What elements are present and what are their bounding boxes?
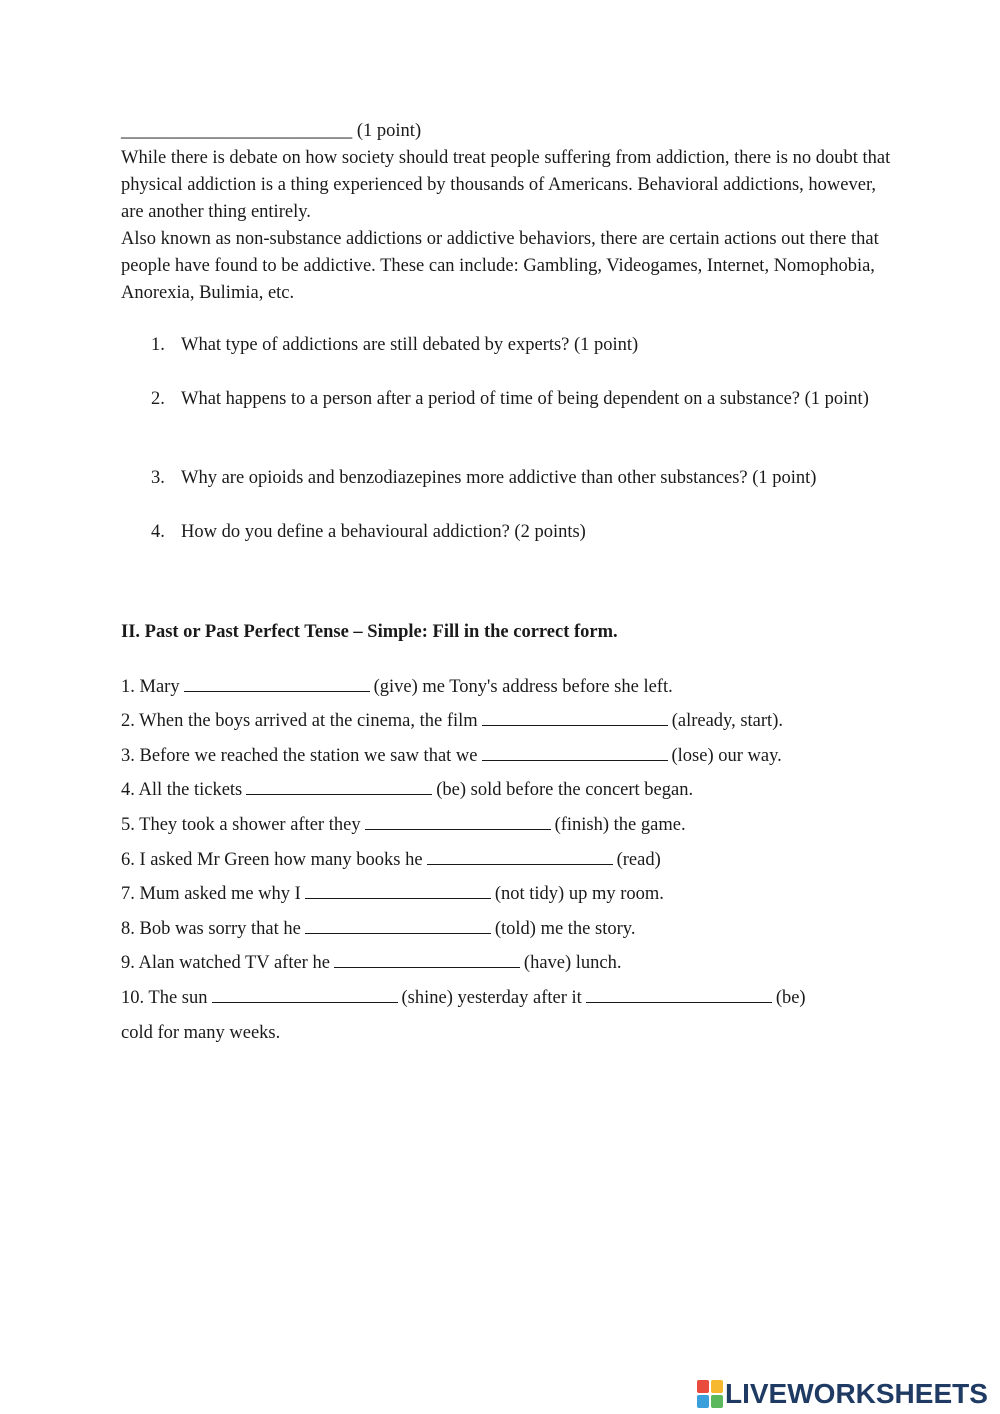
question-text: How do you define a behavioural addiction? (2 points) (181, 522, 586, 542)
blank-field[interactable] (212, 984, 398, 1003)
exercise-suffix: (give) me Tony's address before she left. (373, 677, 673, 697)
header-blank[interactable]: _________________________ (121, 121, 353, 141)
blank-field[interactable] (305, 915, 491, 934)
header-points: (1 point) (356, 121, 422, 141)
question-text: What happens to a person after a period of time of being dependent on a substance? (1 point) (181, 389, 869, 409)
exercise-item (121, 949, 622, 977)
question-number: 2. (151, 389, 165, 409)
exercise-suffix: (have) lunch. (523, 953, 622, 973)
exercise-prefix: 1. Mary (121, 677, 180, 697)
exercise-prefix: 3. Before we reached the station we saw that we (121, 746, 478, 766)
exercise-item (121, 915, 635, 943)
exercise-item (121, 880, 664, 908)
exercise-continuation: cold for many weeks. (121, 1023, 281, 1043)
blank-field[interactable] (184, 673, 370, 692)
exercise-prefix: 5. They took a shower after they (121, 815, 361, 835)
exercise-item (121, 742, 782, 770)
exercise-suffix: (already, start). (671, 711, 783, 731)
blank-field[interactable] (586, 984, 772, 1003)
blank-field[interactable] (305, 880, 491, 899)
exercise-suffix: (be) (775, 988, 806, 1008)
question-number: 3. (151, 468, 165, 488)
exercise-prefix: 7. Mum asked me why I (121, 884, 301, 904)
exercise-item (121, 776, 693, 804)
exercise-prefix: 9. Alan watched TV after he (121, 953, 330, 973)
question-number: 4. (151, 522, 165, 542)
blank-field[interactable] (334, 949, 520, 968)
blank-field[interactable] (365, 811, 551, 830)
reading-paragraph-2: Also known as non-substance addictions or addictive behaviors, there are certain actions out there that people have found to be addictive. These can include: Gambling, Videogames, Internet, Nomophobia, Anorexia, Bulimia, etc. (121, 229, 879, 303)
question-text: Why are opioids and benzodiazepines more addictive than other substances? (1 point) (181, 468, 817, 488)
blank-field[interactable] (427, 846, 613, 865)
exercise-prefix: 2. When the boys arrived at the cinema, the film (121, 711, 478, 731)
logo-mark-icon (697, 1380, 723, 1408)
exercise-middle: (shine) yesterday after it (401, 988, 582, 1008)
exercise-suffix: (be) sold before the concert began. (436, 780, 694, 800)
exercise-prefix: 6. I asked Mr Green how many books he (121, 850, 423, 870)
exercise-suffix: (finish) the game. (554, 815, 686, 835)
reading-paragraph-1: While there is debate on how society should treat people suffering from addiction, there is no doubt that physical addiction is a thing experienced by thousands of Americans. Behavioral addictions, however, are another thing entirely. (121, 148, 891, 222)
blank-field[interactable] (246, 776, 432, 795)
logo-text: LIVEWORKSHEETS (725, 1378, 988, 1409)
blank-field[interactable] (482, 707, 668, 726)
exercise-item (121, 846, 661, 874)
exercise-suffix: (read) (616, 850, 661, 870)
section-title: II. Past or Past Perfect Tense – Simple: Fill in the correct form. (121, 622, 618, 642)
exercise-item (121, 984, 806, 1012)
blank-field[interactable] (482, 742, 668, 761)
liveworksheets-logo (697, 1378, 988, 1410)
question-number: 1. (151, 335, 165, 355)
exercise-item (121, 811, 686, 839)
exercise-suffix: (not tidy) up my room. (494, 884, 664, 904)
exercise-item (121, 707, 783, 735)
exercise-prefix: 4. All the tickets (121, 780, 243, 800)
exercise-prefix: 8. Bob was sorry that he (121, 919, 301, 939)
exercise-suffix: (lose) our way. (671, 746, 782, 766)
exercise-item (121, 673, 673, 701)
exercise-suffix: (told) me the story. (494, 919, 636, 939)
answer-line-header (121, 118, 421, 145)
question-text: What type of addictions are still debated by experts? (1 point) (181, 335, 639, 355)
exercise-prefix: 10. The sun (121, 988, 208, 1008)
